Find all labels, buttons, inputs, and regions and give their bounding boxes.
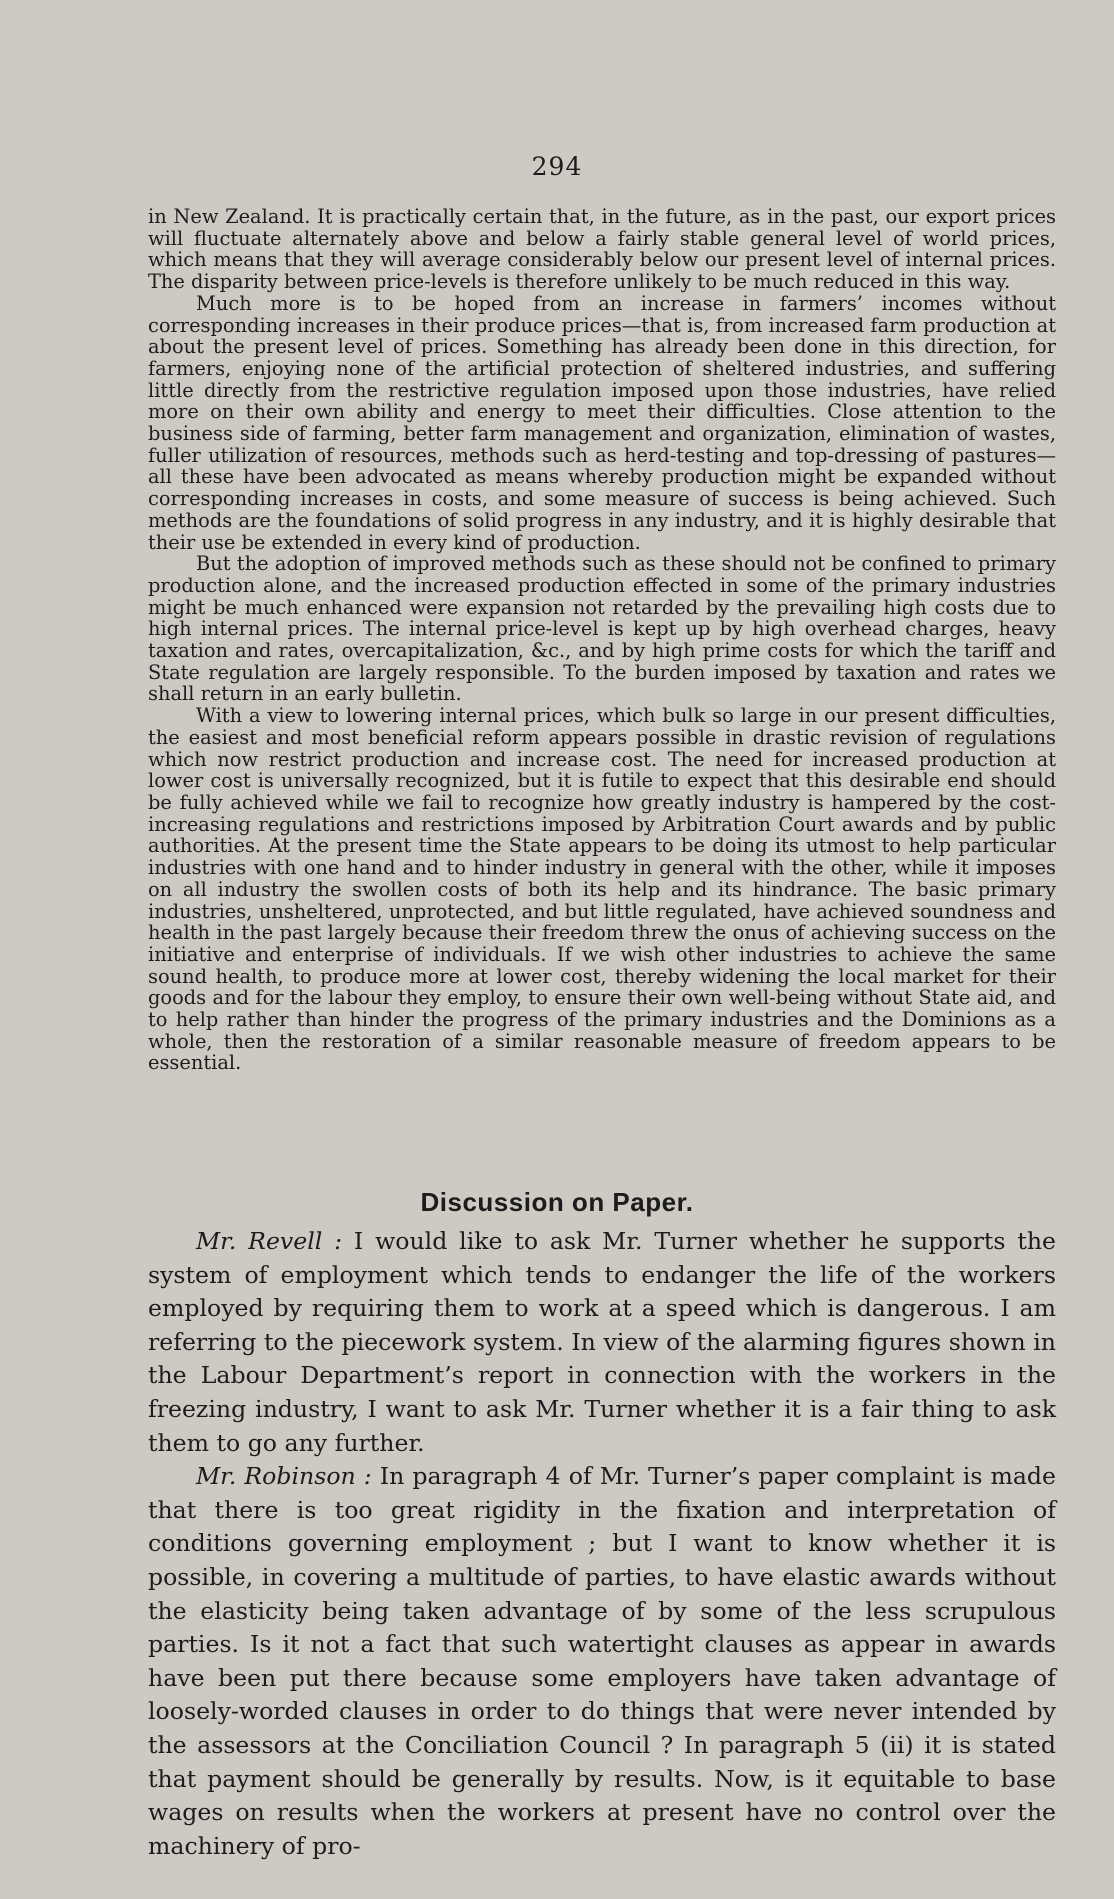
speaker-name: Mr. Revell : (196, 1227, 343, 1255)
paragraph-1: in New Zealand. It is practically certain that, in the future, as in the past, our export prices will fluctuate alternately above and below a fairly stable general level of world prices, which means that they will average considerably below our present level of internal prices. The disparity between price-levels is therefore unlikely to be much reduced in this way. (148, 205, 1056, 294)
speaker-name: Mr. Robinson : (196, 1462, 372, 1491)
paragraph-4: With a view to lowering internal prices, which bulk so large in our present difficulties, the easiest and most beneficial reform appears possible in drastic revision of regulations which now restrict production and increase cost. The need for increased production at lower cost is universally recognized, but it is futile to expect that this desirable end should be fully achieved while we fail to recognize how greatly industry is hampered by the cost-increasing regulations and restrictions imposed by Arbitration Court awards and by public authorities. At the present time the State appears to be doing its utmost to help particular industries with one hand and to hinder industry in general with the other, while it imposes on all industry the swollen costs of both its help and its hindrance. The basic primary industries, unsheltered, unprotected, and but little regulated, have achieved soundness and health in the past largely because their freedom threw the onus of achieving success on the initiative and enterprise of individuals. If we wish other industries to achieve the same sound health, to produce more at lower cost, thereby widening the local market for their goods and for the labour they employ, to ensure their own well-being without State aid, and to help rather than hinder the progress of the primary industries and the Dominions as a whole, then the restoration of a similar reasonable measure of freedom appears to be essential. (148, 704, 1056, 1075)
body-text (148, 206, 1056, 1074)
speaker-remark: I would like to ask Mr. Turner whether he supports the system of employment which tends to endanger the life of the workers employed by requiring them to work at a speed which is dangerous. I am referring to the piecework system. In view of the alarming figures shown in the Labour Department’s report in connection with the workers in the freezing industry, I want to ask Mr. Turner whether it is a fair thing to ask them to go any further. (148, 1227, 1056, 1457)
discussion-entry-robinson (148, 1460, 1056, 1863)
discussion-entry-revell (148, 1225, 1056, 1460)
discussion-section (148, 1225, 1056, 1863)
paragraph-2: Much more is to be hoped from an increase in farmers’ incomes without corresponding increases in their produce prices—that is, from increased farm production at about the present level of prices. Something has already been done in this direction, for farmers, enjoying none of the artificial protection of sheltered industries, and suffering little directly from the restrictive regulation imposed upon those industries, have relied more on their own ability and energy to meet their difficulties. Close attention to the business side of farming, better farm management and organization, elimination of wastes, fuller utilization of resources, methods such as herd-testing and top-dressing of pastures—all these have been advocated as means whereby production might be expanded without corresponding increases in costs, and some measure of success is being achieved. Such methods are the foundations of solid progress in any industry, and it is highly desirable that their use be extended in every kind of production. (148, 291, 1056, 554)
discussion-heading: Discussion on Paper. (420, 1187, 694, 1217)
page-number: 294 (531, 152, 583, 181)
paragraph-3: But the adoption of improved methods such as these should not be confined to primary production alone, and the increased production effected in some of the primary industries might be much enhanced were expansion not retarded by the prevailing high costs due to high internal prices. The internal price-level is kept up by high overhead charges, heavy taxation and rates, overcapitalization, &c., and by high prime costs for which the tariff and State regulation are largely responsible. To the burden imposed by taxation and rates we shall return in an early bulletin. (148, 552, 1056, 706)
speaker-remark: In paragraph 4 of Mr. Turner’s paper complaint is made that there is too great rigidity in the fixation and interpretation of conditions governing employment ; but I want to know whether it is possible, in covering a multitude of parties, to have elastic awards without the elasticity being taken advantage of by some of the less scrupulous parties. Is it not a fact that such watertight clauses as appear in awards have been put there because some employers have taken advantage of loosely-worded clauses in order to do things that were never intended by the assessors at the Conciliation Council ? In paragraph 5 (ii) it is stated that payment should be generally by results. Now, is it equitable to base wages on results when the workers at present have no control over the machinery of pro- (148, 1462, 1056, 1860)
